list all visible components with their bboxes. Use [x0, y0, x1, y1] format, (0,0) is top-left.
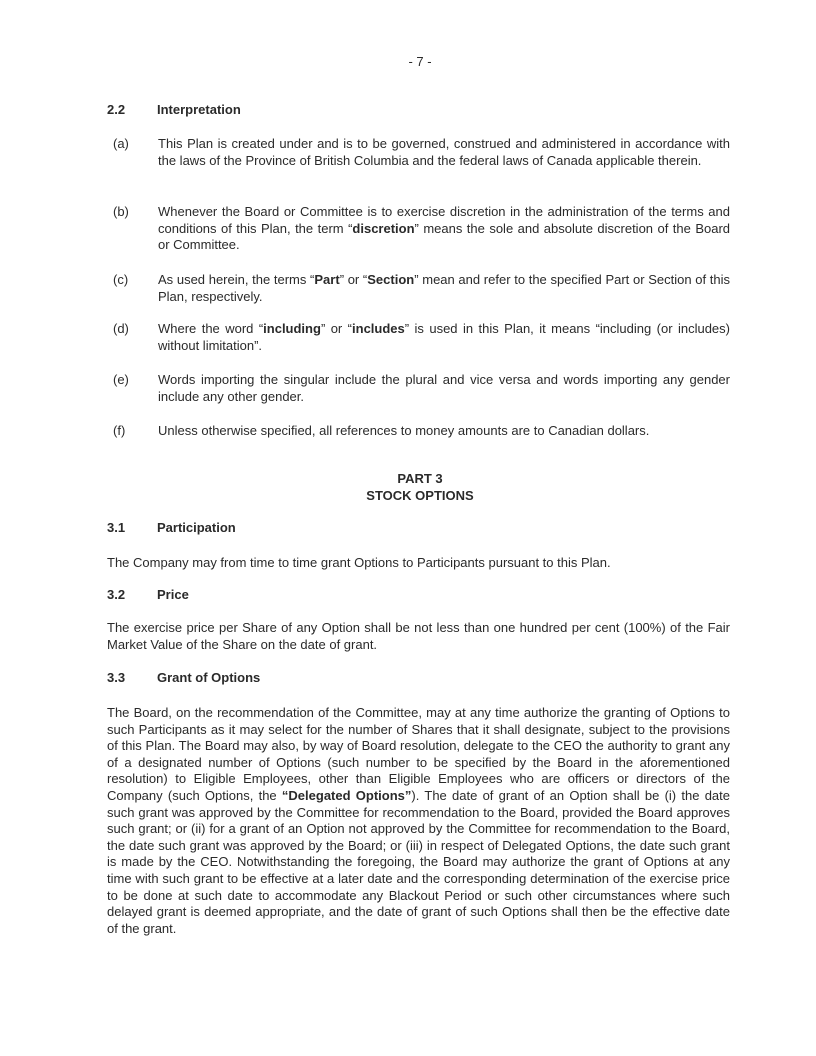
- clause-b: [113, 204, 731, 254]
- clause-c: [113, 272, 730, 305]
- clause-e: [113, 372, 730, 405]
- defined-term: includes: [352, 321, 405, 336]
- section-number: 3.2: [107, 587, 126, 602]
- clause-text: Whenever the Board or Committee is to exercise discretion in the administration of the terms and conditions of this Plan, the term “discretion” means the sole and absolute discretion of the Board or Committee.: [158, 204, 731, 253]
- defined-term: Section: [367, 272, 415, 287]
- clause-a: [113, 136, 730, 169]
- clause-d: [113, 321, 730, 354]
- section-3-2-body: The exercise price per Share of any Option shall be not less than one hundred per cent (100%) of the Fair Market Value of the Share on the date of grant.: [107, 620, 730, 652]
- clause-label: (d): [113, 321, 129, 336]
- clause-label: (a): [113, 136, 129, 151]
- part-number: PART 3: [397, 471, 443, 486]
- clause-text: Unless otherwise specified, all references to money amounts are to Canadian dollars.: [158, 423, 650, 438]
- section-title: Participation: [157, 520, 236, 535]
- clause-label: (f): [113, 423, 126, 438]
- defined-term: Part: [314, 272, 340, 287]
- clause-text: Words importing the singular include the plural and vice versa and words importing any gender include any other gender.: [158, 372, 730, 404]
- section-title: Interpretation: [157, 102, 241, 117]
- clause-label: (c): [113, 272, 129, 287]
- defined-term: discretion: [352, 220, 415, 236]
- section-3-1-body: The Company may from time to time grant Options to Participants pursuant to this Plan.: [107, 555, 611, 570]
- clause-label: (e): [113, 372, 129, 387]
- page-number: - 7 -: [408, 54, 432, 69]
- part-3-heading: [12, 470, 816, 504]
- section-number: 2.2: [107, 102, 126, 117]
- clause-text: Where the word “including” or “includes” is used in this Plan, it means “including (or includes) without limitation”.: [158, 321, 730, 353]
- section-number: 3.3: [107, 670, 126, 685]
- section-title: Price: [157, 587, 189, 602]
- part-title: STOCK OPTIONS: [366, 488, 474, 503]
- clause-text: As used herein, the terms “Part” or “Section” mean and refer to the specified Part or Section of this Plan, respectively.: [158, 272, 730, 304]
- clause-f: [113, 423, 730, 440]
- defined-term: “Delegated Options”: [281, 787, 412, 803]
- defined-term: including: [263, 321, 321, 336]
- section-number: 3.1: [107, 520, 126, 535]
- section-title: Grant of Options: [157, 670, 261, 685]
- clause-text: This Plan is created under and is to be governed, construed and administered in accordance with the laws of the Province of British Columbia and the federal laws of Canada applicable therein.: [158, 136, 730, 168]
- section-3-3-body: The Board, on the recommendation of the Committee, may at any time authorize the granting of Options to such Participants as it may select for the number of Shares that it shall designate, subject to the provisions of this Plan. The Board may also, by way of Board resolution, delegate to the CEO the authority to grant any of a designated number of Options (such number to be specified by the Board in the aforementioned resolution) to Eligible Employees, other than Eligible Employees who are officers or directors of the Company (such Options, the “Delegated Options”). The date of grant of an Option shall be (i) the date such grant was approved by the Committee for recommendation to the Board, provided the Board approves such grant; or (ii) for a grant of an Option not approved by the Committee for recommendation to the Board, the date such grant was approved by the Board; or (iii) in respect of Delegated Options, the date such grant is made by the CEO. Notwithstanding the foregoing, the Board may authorize the grant of Options at any time with such grant to be effective at a later date and the corresponding determination of the exercise price to be done at such date to accommodate any Blackout Period or such other circumstances where such delayed grant is deemed appropriate, and the date of grant of such Options shall then be the effective date of the grant.: [107, 705, 731, 936]
- clause-label: (b): [113, 204, 129, 219]
